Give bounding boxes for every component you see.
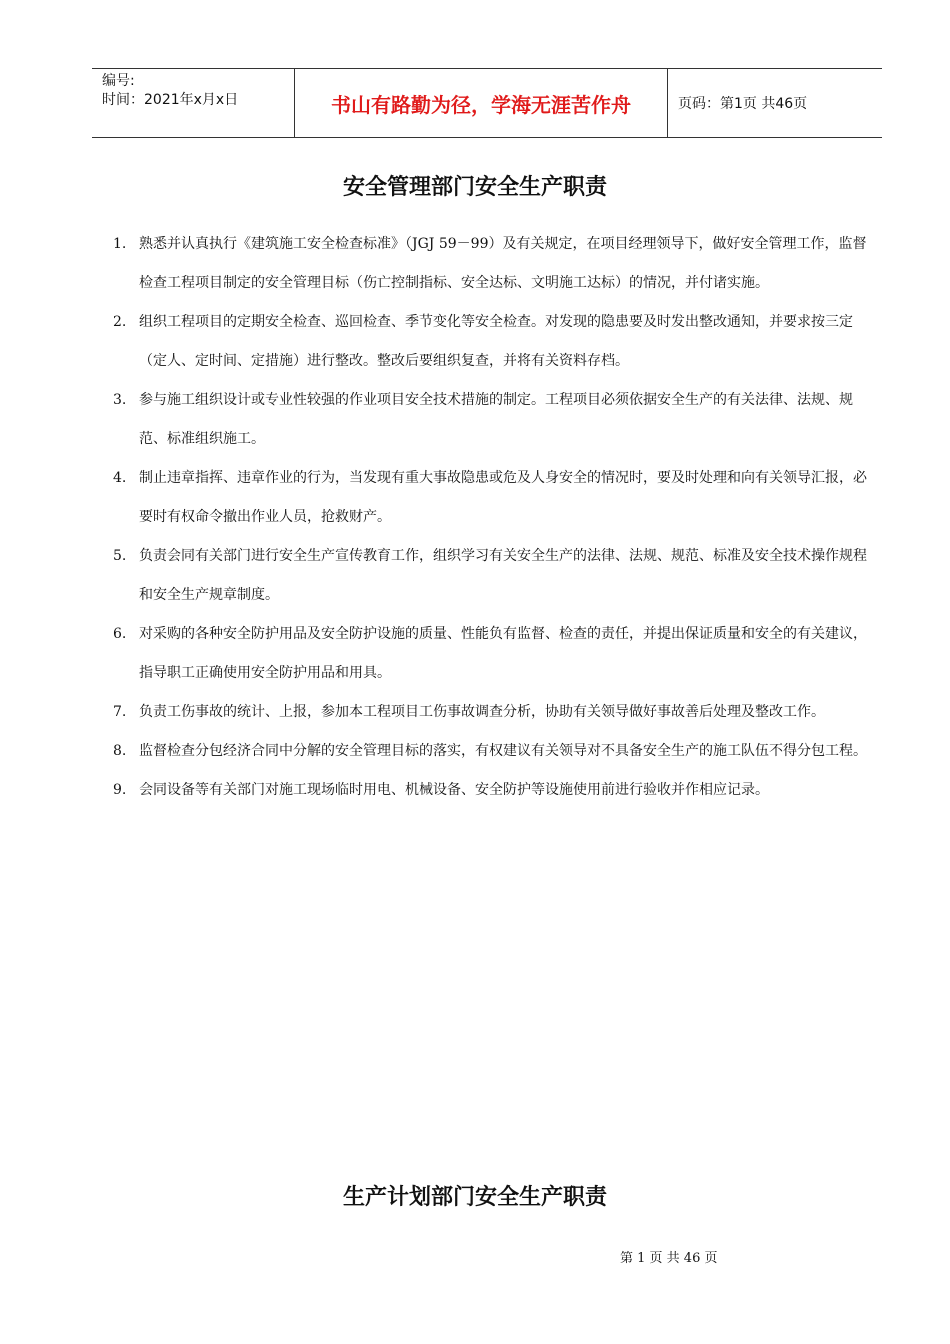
header-motto: 书山有路勤为径，学海无涯苦作舟	[294, 69, 668, 137]
item-number: 3.	[113, 392, 127, 408]
list-item	[113, 732, 868, 771]
header-page-number: 页码：第1页 共46页	[678, 96, 808, 112]
section-title-production-planning: 生产计划部门安全生产职责	[342, 1185, 607, 1210]
document-time-label: 时间：2021年x月x日	[102, 92, 239, 108]
list-item	[113, 459, 868, 537]
item-number: 5.	[113, 548, 127, 564]
list-item	[113, 537, 868, 615]
item-number: 1.	[113, 236, 127, 252]
list-item	[113, 693, 868, 732]
item-text: 监督检查分包经济合同中分解的安全管理目标的落实，有权建议有关领导对不具备安全生产的施工队伍不得分包工程。	[139, 743, 867, 759]
item-text: 制止违章指挥、违章作业的行为，当发现有重大事故隐患或危及人身安全的情况时，要及时处理和向有关领导汇报，必要时有权命令撤出作业人员，抢救财产。	[139, 470, 867, 525]
document-number-label: 编号:	[102, 73, 135, 89]
page-header	[92, 68, 882, 138]
item-number: 2.	[113, 314, 127, 330]
list-item	[113, 381, 868, 459]
item-number: 4.	[113, 470, 127, 486]
list-item	[113, 225, 868, 303]
section-title-safety-management: 安全管理部门安全生产职责	[342, 175, 607, 200]
item-number: 6.	[113, 626, 127, 642]
item-text: 熟悉并认真执行《建筑施工安全检查标准》（JGJ 59－99）及有关规定，在项目经理领导下，做好安全管理工作，监督检查工程项目制定的安全管理目标（伤亡控制指标、安全达标、文明施工达标）的情况，并付诸实施。	[139, 236, 867, 291]
duty-list	[113, 225, 868, 810]
item-text: 组织工程项目的定期安全检查、巡回检查、季节变化等安全检查。对发现的隐患要及时发出整改通知，并要求按三定（定人、定时间、定措施）进行整改。整改后要组织复查，并将有关资料存档。	[139, 314, 853, 369]
item-number: 9.	[113, 782, 127, 798]
item-number: 7.	[113, 704, 127, 720]
item-text: 负责会同有关部门进行安全生产宣传教育工作，组织学习有关安全生产的法律、法规、规范、标准及安全技术操作规程和安全生产规章制度。	[139, 548, 867, 603]
header-meta	[92, 69, 294, 137]
item-text: 参与施工组织设计或专业性较强的作业项目安全技术措施的制定。工程项目必须依据安全生产的有关法律、法规、规范、标准组织施工。	[139, 392, 853, 447]
item-text: 负责工伤事故的统计、上报，参加本工程项目工伤事故调查分析，协助有关领导做好事故善后处理及整改工作。	[139, 704, 825, 720]
item-text: 对采购的各种安全防护用品及安全防护设施的质量、性能负有监督、检查的责任，并提出保证质量和安全的有关建议，指导职工正确使用安全防护用品和用具。	[139, 626, 867, 681]
list-item	[113, 303, 868, 381]
page-footer: 第 1 页 共 46 页	[620, 1251, 718, 1266]
list-item	[113, 615, 868, 693]
item-text: 会同设备等有关部门对施工现场临时用电、机械设备、安全防护等设施使用前进行验收并作相应记录。	[139, 782, 769, 798]
item-number: 8.	[113, 743, 127, 759]
list-item	[113, 771, 868, 810]
